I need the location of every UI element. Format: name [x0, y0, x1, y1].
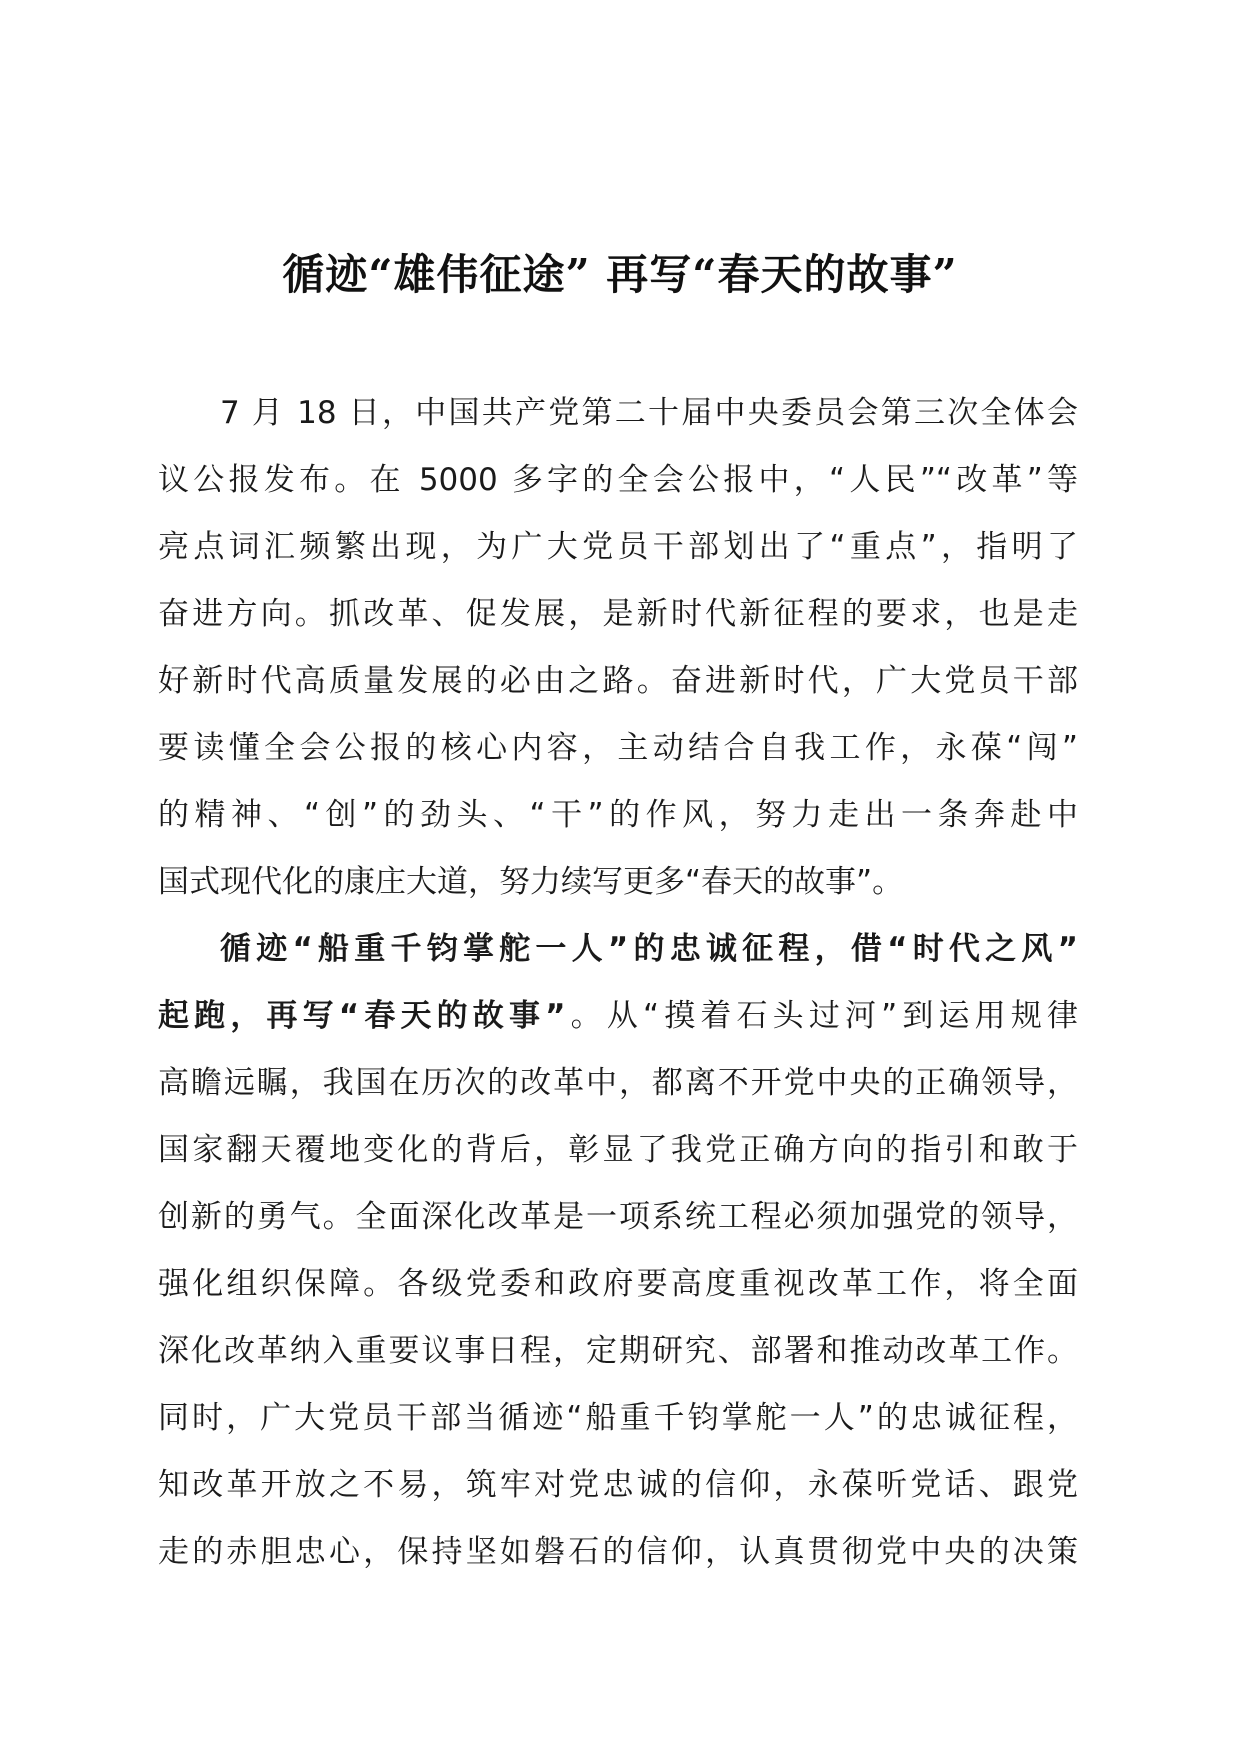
paragraph-2-line: 知改革开放之不易，筑牢对党忠诚的信仰，永葆听党话、跟党 — [158, 1467, 1078, 1503]
paragraph-2-mixed-line — [158, 983, 1078, 1050]
paragraph-1-line: 的精神、“创”的劲头、“干”的作风，努力走出一条奔赴中 — [158, 797, 1078, 833]
paragraph-1-line: 亮点词汇频繁出现，为广大党员干部划出了“重点”，指明了 — [158, 529, 1078, 565]
paragraph-2-line: 走的赤胆忠心，保持坚如磐石的信仰，认真贯彻党中央的决策 — [158, 1534, 1078, 1570]
paragraph-2-line: 强化组织保障。各级党委和政府要高度重视改革工作，将全面 — [158, 1266, 1078, 1302]
paragraph-2-line: 国家翻天覆地变化的背后，彰显了我党正确方向的指引和敢于 — [158, 1132, 1078, 1168]
paragraph-2-bold-lead: 起跑，再写“春天的故事” — [158, 998, 566, 1034]
paragraph-2-bold-heading-line: 循迹“船重千钧掌舵一人”的忠诚征程，借“时代之风” — [220, 931, 1078, 967]
paragraph-2-line: 同时，广大党员干部当循迹“船重千钧掌舵一人”的忠诚征程， — [158, 1400, 1078, 1436]
document-title: 循迹“雄伟征途” 再写“春天的故事” — [282, 250, 958, 299]
paragraph-1-line: 7 月 18 日，中国共产党第二十届中央委员会第三次全体会 — [220, 395, 1078, 431]
paragraph-1-line: 国式现代化的康庄大道，努力续写更多“春天的故事”。 — [158, 864, 904, 900]
document-body — [158, 380, 1078, 1586]
paragraph-2-line: 创新的勇气。全面深化改革是一项系统工程必须加强党的领导， — [158, 1199, 1078, 1235]
paragraph-1-line: 奋进方向。抓改革、促发展，是新时代新征程的要求，也是走 — [158, 596, 1078, 632]
paragraph-2-line: 深化改革纳入重要议事日程，定期研究、部署和推动改革工作。 — [158, 1333, 1078, 1369]
paragraph-1-line: 要读懂全会公报的核心内容，主动结合自我工作，永葆“闯” — [158, 730, 1078, 766]
paragraph-1-line: 议公报发布。在 5000 多字的全会公报中，“人民”“改革”等 — [158, 462, 1078, 498]
paragraph-2-line: 高瞻远瞩，我国在历次的改革中，都离不开党中央的正确领导， — [158, 1065, 1078, 1101]
paragraph-1-line: 好新时代高质量发展的必由之路。奋进新时代，广大党员干部 — [158, 663, 1078, 699]
paragraph-2-line-rest: 。从“摸着石头过河”到运用规律 — [565, 998, 1078, 1034]
